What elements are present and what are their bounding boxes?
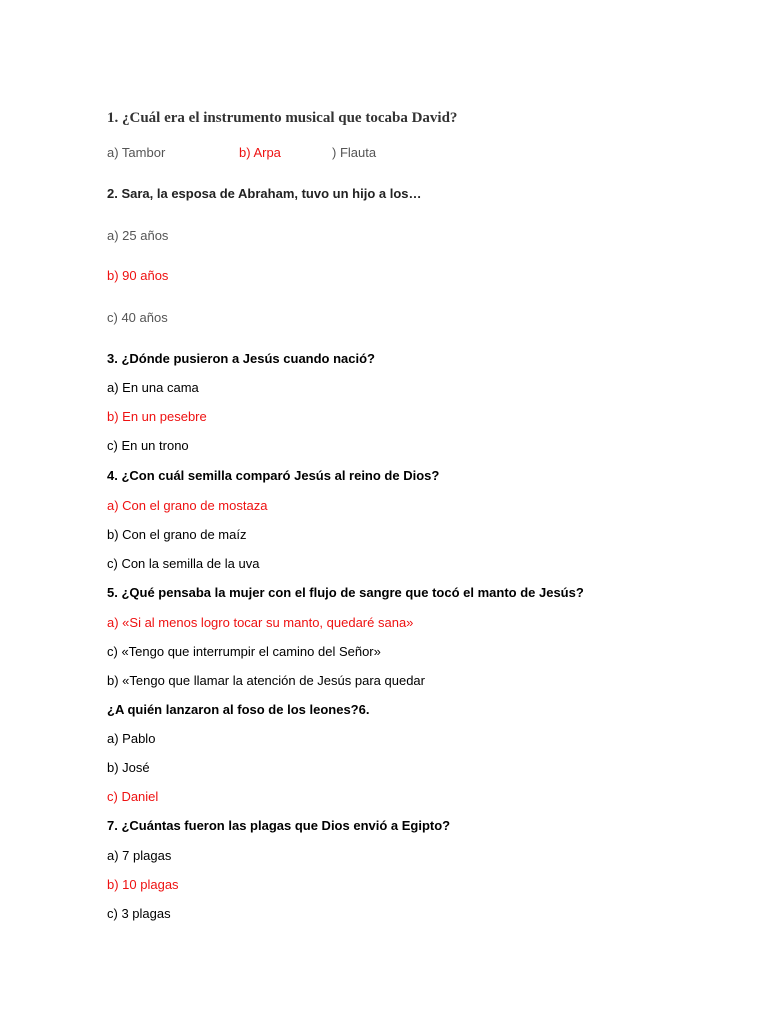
q7-option-a: a) 7 plagas xyxy=(107,848,172,863)
q6-option-a: a) Pablo xyxy=(107,731,156,746)
question-3: 3. ¿Dónde pusieron a Jesús cuando nació? xyxy=(107,351,375,366)
q5-option-c: c) «Tengo que interrumpir el camino del Señor» xyxy=(107,644,381,659)
question-4: 4. ¿Con cuál semilla comparó Jesús al reino de Dios? xyxy=(107,468,440,483)
q5-option-b: b) «Tengo que llamar la atención de Jesús para quedar xyxy=(107,673,425,688)
question-7: 7. ¿Cuántas fueron las plagas que Dios envió a Egipto? xyxy=(107,818,451,833)
q1-option-b-answer: b) Arpa xyxy=(239,145,281,160)
q3-option-a: a) En una cama xyxy=(107,380,199,395)
q6-option-c-answer: c) Daniel xyxy=(107,789,159,804)
question-1: 1. ¿Cuál era el instrumento musical que tocaba David? xyxy=(107,110,458,126)
q3-option-b-answer: b) En un pesebre xyxy=(107,409,207,424)
q1-option-c: ) Flauta xyxy=(332,145,377,160)
q7-option-c: c) 3 plagas xyxy=(107,906,171,921)
q2-option-a: a) 25 años xyxy=(107,228,169,243)
q3-option-c: c) En un trono xyxy=(107,438,189,453)
q5-option-a-answer: a) «Si al menos logro tocar su manto, quedaré sana» xyxy=(107,615,414,630)
q2-option-c: c) 40 años xyxy=(107,310,168,325)
q4-option-a-answer: a) Con el grano de mostaza xyxy=(107,498,268,513)
q1-option-a: a) Tambor xyxy=(107,145,166,160)
question-6: ¿A quién lanzaron al foso de los leones?6. xyxy=(107,702,370,717)
q6-option-b: b) José xyxy=(107,760,150,775)
q2-option-b-answer: b) 90 años xyxy=(107,268,169,283)
question-2: 2. Sara, la esposa de Abraham, tuvo un hijo a los… xyxy=(107,186,422,201)
q7-option-b-answer: b) 10 plagas xyxy=(107,877,179,892)
q4-option-b: b) Con el grano de maíz xyxy=(107,527,247,542)
q4-option-c: c) Con la semilla de la uva xyxy=(107,556,260,571)
question-5: 5. ¿Qué pensaba la mujer con el flujo de sangre que tocó el manto de Jesús? xyxy=(107,585,584,600)
